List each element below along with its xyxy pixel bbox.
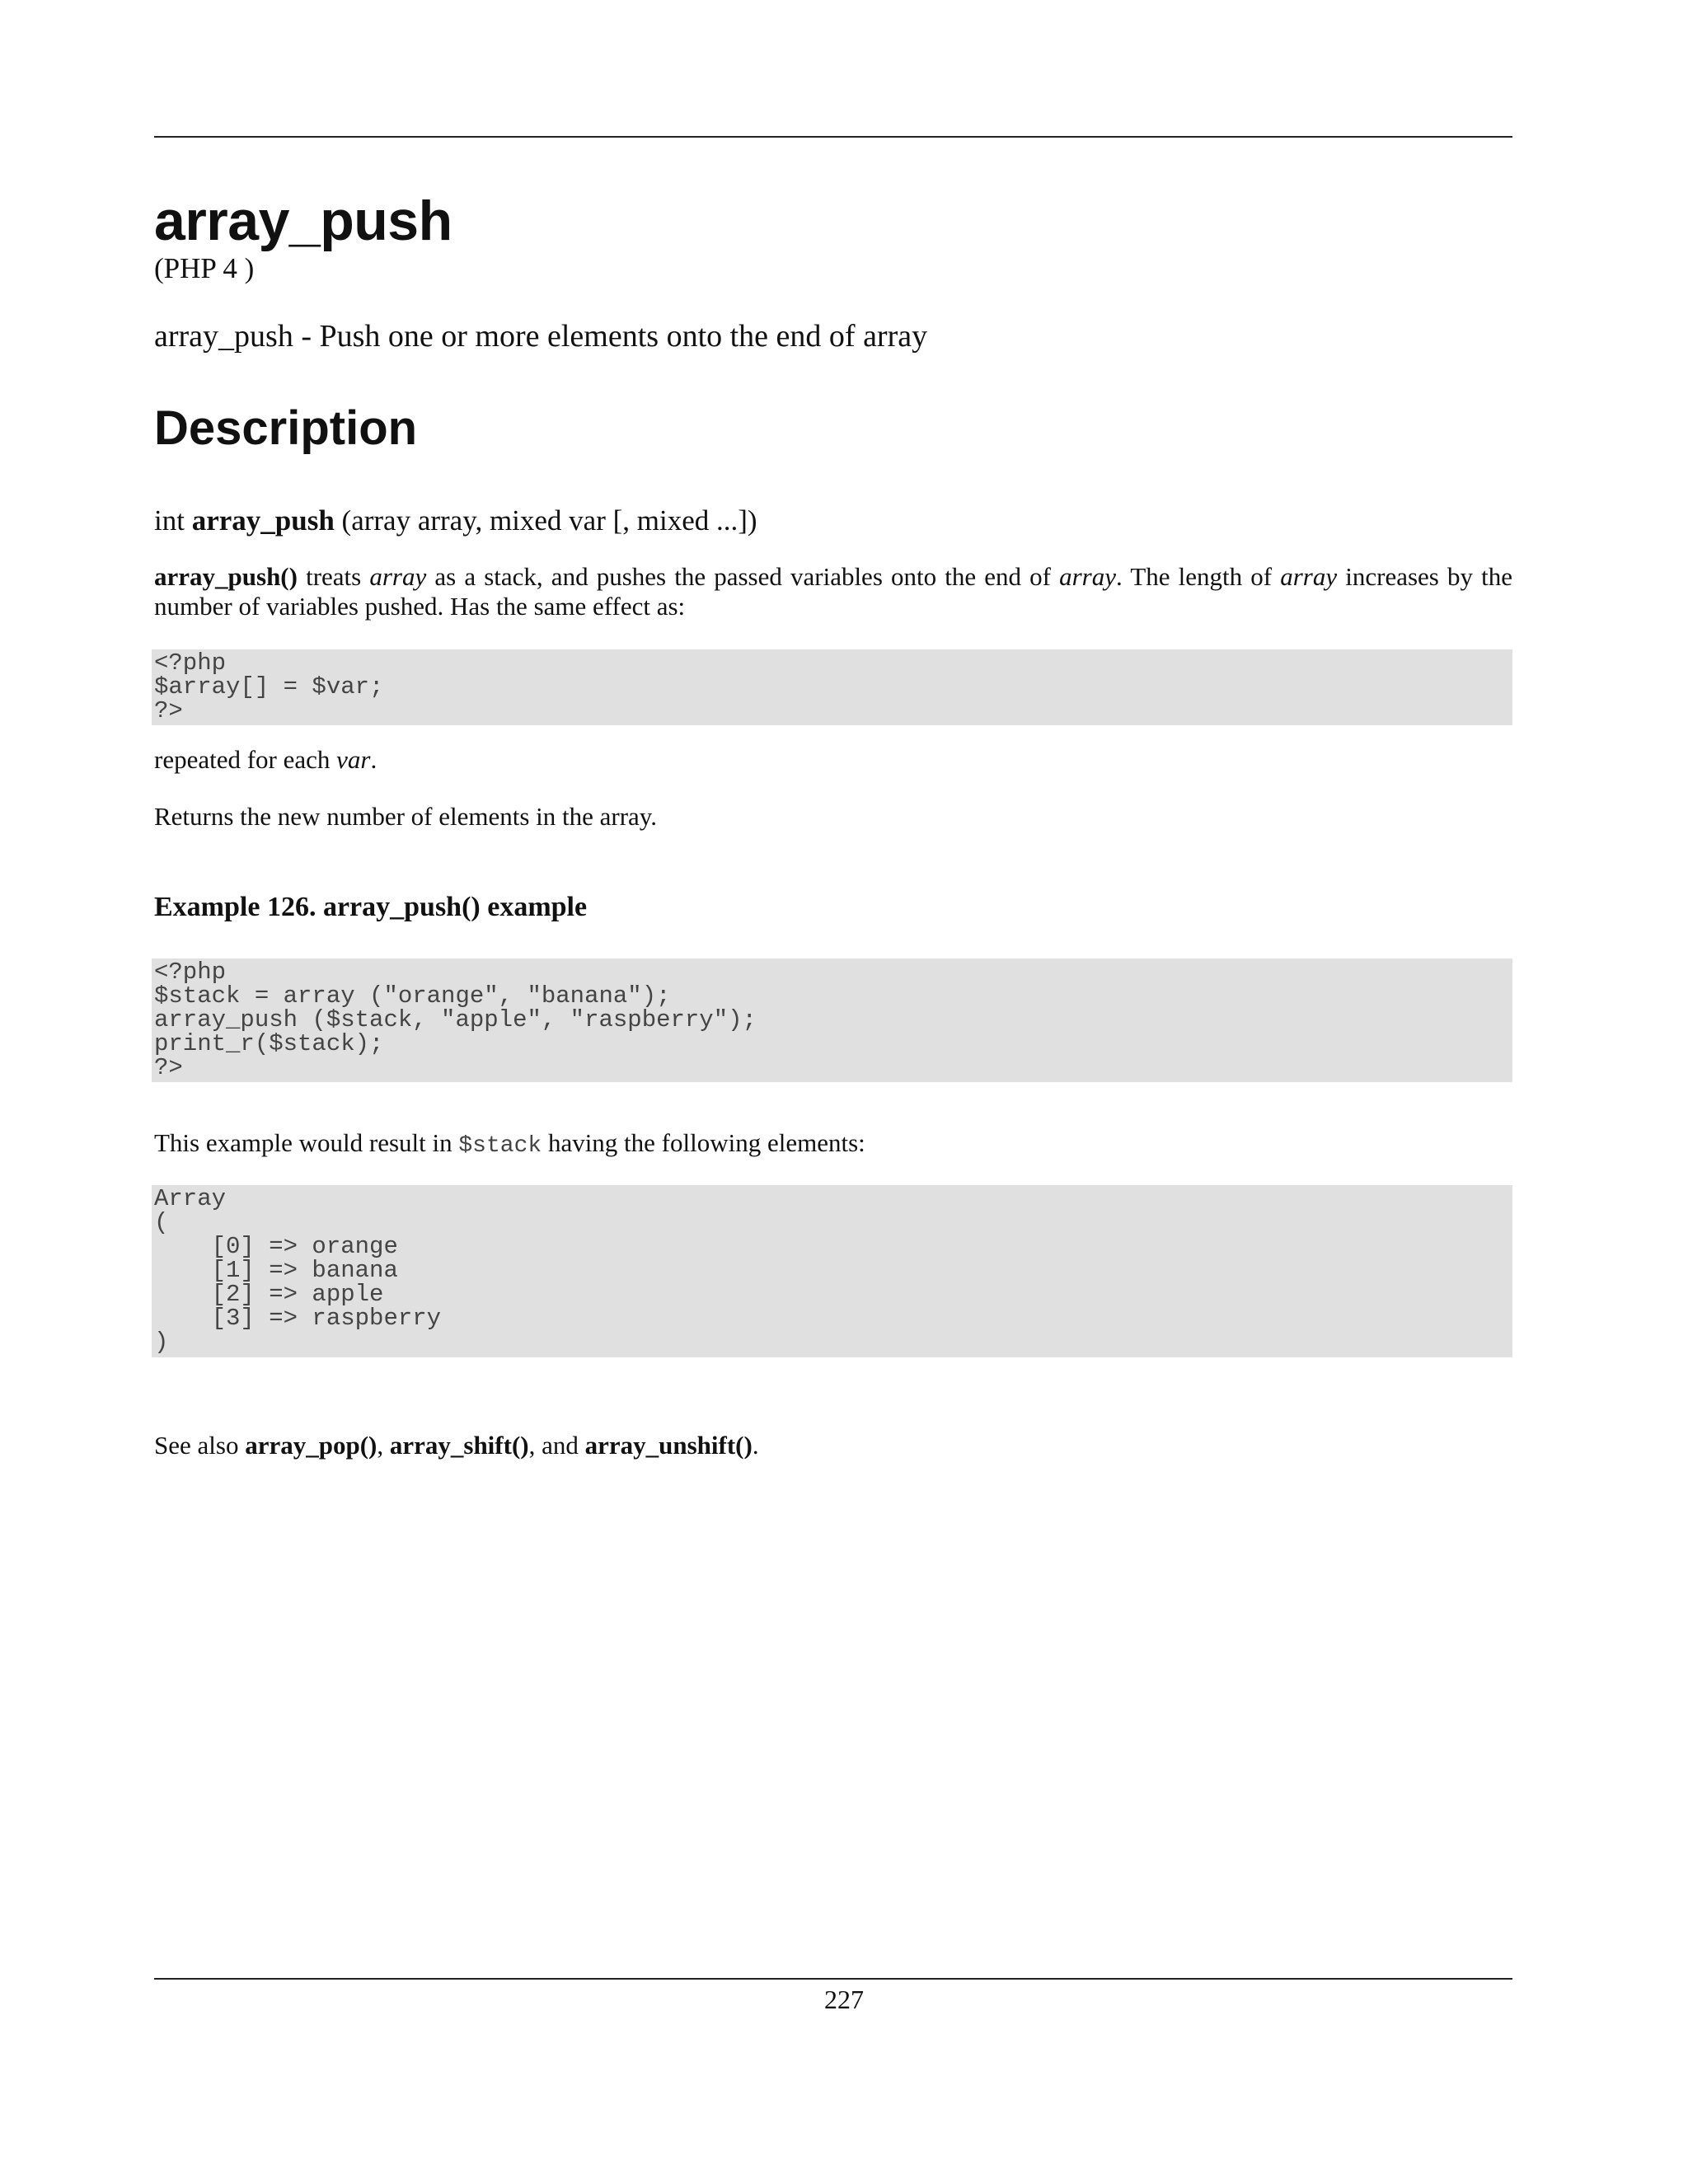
section-title-description: Description <box>154 401 418 455</box>
returns-paragraph: Returns the new number of elements in the array. <box>154 802 658 831</box>
repeated-note <box>154 745 1512 775</box>
header-rule <box>154 136 1512 138</box>
equivalent-code-block: <?php $array[] = $var; ?> <box>152 649 1512 725</box>
page-title: array_push <box>154 190 452 252</box>
result-text: This example would result in <box>154 1128 459 1157</box>
synopsis-params: (array array, mixed var [, mixed ...]) <box>341 504 757 537</box>
desc-text: treats <box>297 562 370 591</box>
see-also-text: . <box>752 1431 759 1460</box>
function-ref: array_push() <box>154 562 298 591</box>
description-paragraph <box>154 562 1512 621</box>
example-code-block: <?php $stack = array ("orange", "banana"); array_push ($stack, "apple", "raspberry"); print_r($stack); ?> <box>152 958 1512 1082</box>
see-also <box>154 1431 1512 1460</box>
param-ref: array <box>1280 562 1338 591</box>
synopsis-function-name: array_push <box>191 504 335 537</box>
param-ref: array <box>1059 562 1116 591</box>
param-ref: array <box>369 562 427 591</box>
see-also-link-array-unshift[interactable]: array_unshift() <box>584 1431 753 1460</box>
see-also-text: , and <box>528 1431 585 1460</box>
example-output-block: Array ( [0] => orange [1] => banana [2] => apple [3] => raspberry ) <box>152 1185 1512 1357</box>
example-title: Example 126. array_push() example <box>154 892 588 922</box>
synopsis-return-type: int <box>154 504 185 537</box>
desc-text: increases by the number of variables pushed. Has the same effect as: <box>154 562 1512 621</box>
footer-rule <box>154 1978 1512 1980</box>
see-also-link-array-pop[interactable]: array_pop() <box>245 1431 377 1460</box>
see-also-text: See also <box>154 1431 246 1460</box>
page-number: 227 <box>824 1985 864 2014</box>
desc-text: . The length of <box>1116 562 1281 591</box>
param-ref: var <box>336 745 371 774</box>
refname-purpose: array_push - Push one or more elements onto the end of array <box>154 319 928 354</box>
example-result-text <box>154 1128 1512 1161</box>
inline-variable: $stack <box>458 1133 542 1159</box>
repeated-text: . <box>370 745 377 774</box>
php-version: (PHP 4 ) <box>154 252 255 284</box>
result-text: having the following elements: <box>542 1128 865 1157</box>
see-also-link-array-shift[interactable]: array_shift() <box>389 1431 529 1460</box>
desc-text: as a stack, and pushes the passed variables onto the end of <box>426 562 1060 591</box>
function-synopsis <box>154 503 757 539</box>
repeated-text: repeated for each <box>154 745 337 774</box>
see-also-text: , <box>377 1431 390 1460</box>
